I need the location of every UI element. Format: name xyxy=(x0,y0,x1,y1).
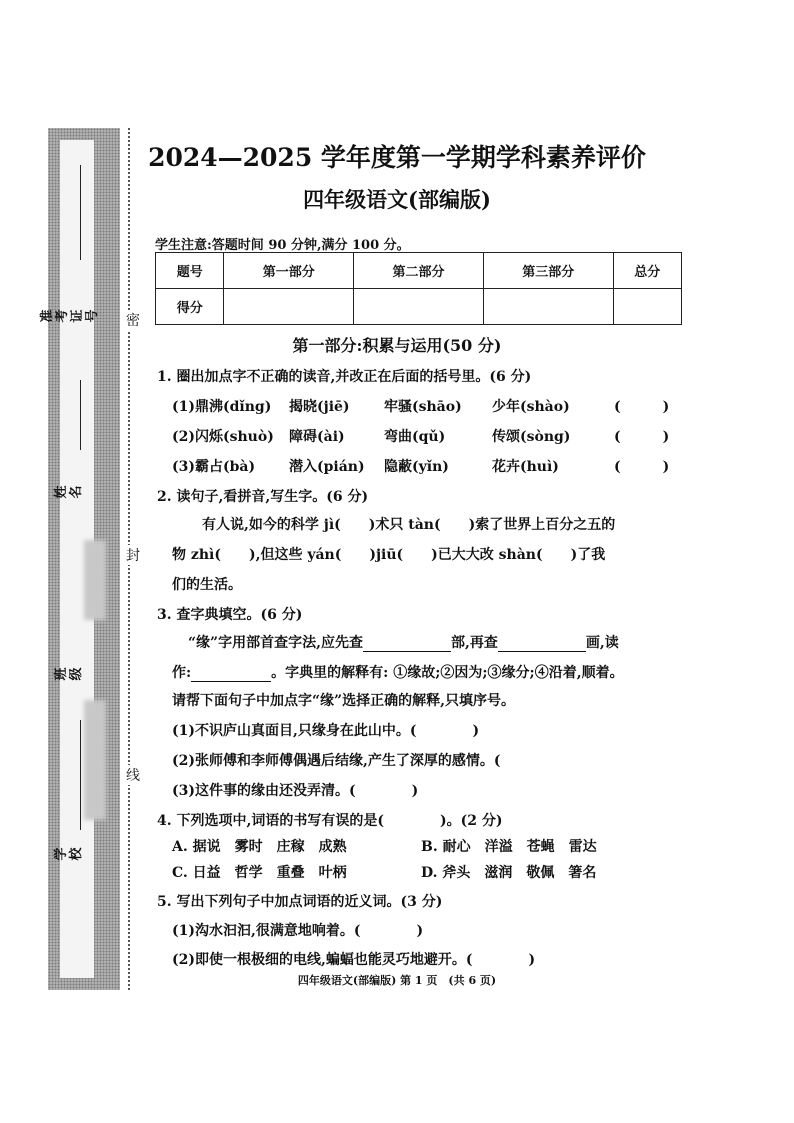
row-label: 得分 xyxy=(156,289,224,325)
q3-line1 xyxy=(188,632,619,652)
q1-row2-b: 障碍(ài) xyxy=(289,429,345,445)
q3-stem: 3. 查字典填空。(6 分) xyxy=(157,607,303,623)
pronunciation-blank[interactable] xyxy=(191,665,271,682)
q2-line2: 物 zhì( ),但这些 yán( )jiū( )已大大改 shàn( )了我 xyxy=(172,547,606,563)
page-title: 2024—2025 学年度第一学期学科素养评价 xyxy=(148,143,646,172)
exam-number-label: 准考证号 xyxy=(40,309,100,323)
seal-char-xian: 线 xyxy=(126,765,140,785)
q3-line3: 请帮下面句子中加点字“缘”选择正确的解释,只填序号。 xyxy=(172,693,515,709)
seal-char-feng: 封 xyxy=(126,545,140,565)
q4-option-d[interactable]: D. 斧头 滋润 敬佩 箸名 xyxy=(421,865,597,881)
stroke-count-blank[interactable] xyxy=(498,635,586,652)
school-label: 学校 xyxy=(54,847,84,861)
score-cell[interactable] xyxy=(224,289,354,325)
q2-line1: 有人说,如今的科学 jì( )术只 tàn( )索了世界上百分之五的 xyxy=(202,517,616,533)
q4-option-c[interactable]: C. 日益 哲学 重叠 叶柄 xyxy=(172,865,347,881)
q5-stem: 5. 写出下列句子中加点词语的近义词。(3 分) xyxy=(157,894,443,910)
table-header: 总分 xyxy=(613,253,681,289)
class-label: 班级 xyxy=(54,667,84,681)
q4-stem: 4. 下列选项中,词语的书写有误的是( )。(2 分) xyxy=(157,813,503,829)
q1-row3-c: 隐蔽(yǐn) xyxy=(384,459,449,475)
q3-text-c: 画,读 xyxy=(585,635,619,651)
q3-text-b: 部,再查 xyxy=(450,635,498,651)
q5-sentence2[interactable]: (2)即使一根极细的电线,蝙蝠也能灵巧地避开。( ) xyxy=(172,952,536,968)
score-cell[interactable] xyxy=(354,289,484,325)
q1-row1-a: (1)鼎沸(dǐng) xyxy=(172,399,272,415)
q1-row3-a: (3)霸占(bà) xyxy=(172,459,256,475)
section-title: 第一部分:积累与运用(50 分) xyxy=(292,336,502,355)
exam-notice: 学生注意:答题时间 90 分钟,满分 100 分。 xyxy=(155,238,410,253)
q1-row2-c: 弯曲(qǔ) xyxy=(384,429,446,445)
name-line xyxy=(80,380,81,450)
q3-sentence2[interactable]: (2)张师傅和李师傅偶遇后结缘,产生了深厚的感情。( xyxy=(172,753,501,769)
table-header: 第三部分 xyxy=(483,253,613,289)
q1-row1-c: 牢骚(shāo) xyxy=(384,399,462,415)
q1-row2-d: 传颂(sòng) xyxy=(492,429,571,445)
table-header: 题号 xyxy=(156,253,224,289)
redacted-area xyxy=(84,540,106,620)
class-line xyxy=(80,720,81,830)
q3-text-a: “缘”字用部首查字法,应先查 xyxy=(188,635,363,651)
q3-sentence1[interactable]: (1)不识庐山真面目,只缘身在此山中。( ) xyxy=(172,723,480,739)
name-label: 姓名 xyxy=(54,485,84,499)
score-cell[interactable] xyxy=(483,289,613,325)
score-cell[interactable] xyxy=(613,289,681,325)
q1-stem: 1. 圈出加点字不正确的读音,并改正在后面的括号里。(6 分) xyxy=(157,369,532,385)
q1-row3-d: 花卉(huì) xyxy=(492,459,559,475)
q1-row1-d: 少年(shào) xyxy=(492,399,570,415)
page-subtitle: 四年级语文(部编版) xyxy=(303,187,491,212)
seal-char-mi: 密 xyxy=(126,310,140,330)
q4-option-a[interactable]: A. 据说 雾时 庄稼 成熟 xyxy=(172,839,347,855)
q1-row3-b: 潜入(pián) xyxy=(289,459,365,475)
q1-row1-b: 揭晓(jiē) xyxy=(289,399,350,415)
q1-row2-a: (2)闪烁(shuò) xyxy=(172,429,274,445)
q2-stem: 2. 读句子,看拼音,写生字。(6 分) xyxy=(157,489,369,505)
score-table xyxy=(155,252,682,325)
q3-line2 xyxy=(172,662,624,682)
q3-text-e: 。字典里的解释有: ①缘故;②因为;③缘分;④沿着,顺着。 xyxy=(271,665,624,681)
table-row xyxy=(156,253,682,289)
q1-row2-answer[interactable]: ( ) xyxy=(614,429,670,445)
radical-blank[interactable] xyxy=(363,635,451,652)
q1-row1-answer[interactable]: ( ) xyxy=(614,399,670,415)
q4-option-b[interactable]: B. 耐心 洋溢 苍蝇 雷达 xyxy=(421,839,597,855)
q1-row3-answer[interactable]: ( ) xyxy=(614,459,670,475)
q3-sentence3[interactable]: (3)这件事的缘由还没弄清。( ) xyxy=(172,783,419,799)
page-footer: 四年级语文(部编版) 第 1 页 (共 6 页) xyxy=(297,974,497,987)
redacted-area xyxy=(84,700,106,820)
table-row xyxy=(156,289,682,325)
table-header: 第一部分 xyxy=(224,253,354,289)
q5-sentence1[interactable]: (1)沟水汩汩,很满意地响着。( ) xyxy=(172,923,424,939)
q2-line3: 们的生活。 xyxy=(172,577,242,593)
table-header: 第二部分 xyxy=(354,253,484,289)
q3-text-d: 作: xyxy=(172,665,192,681)
